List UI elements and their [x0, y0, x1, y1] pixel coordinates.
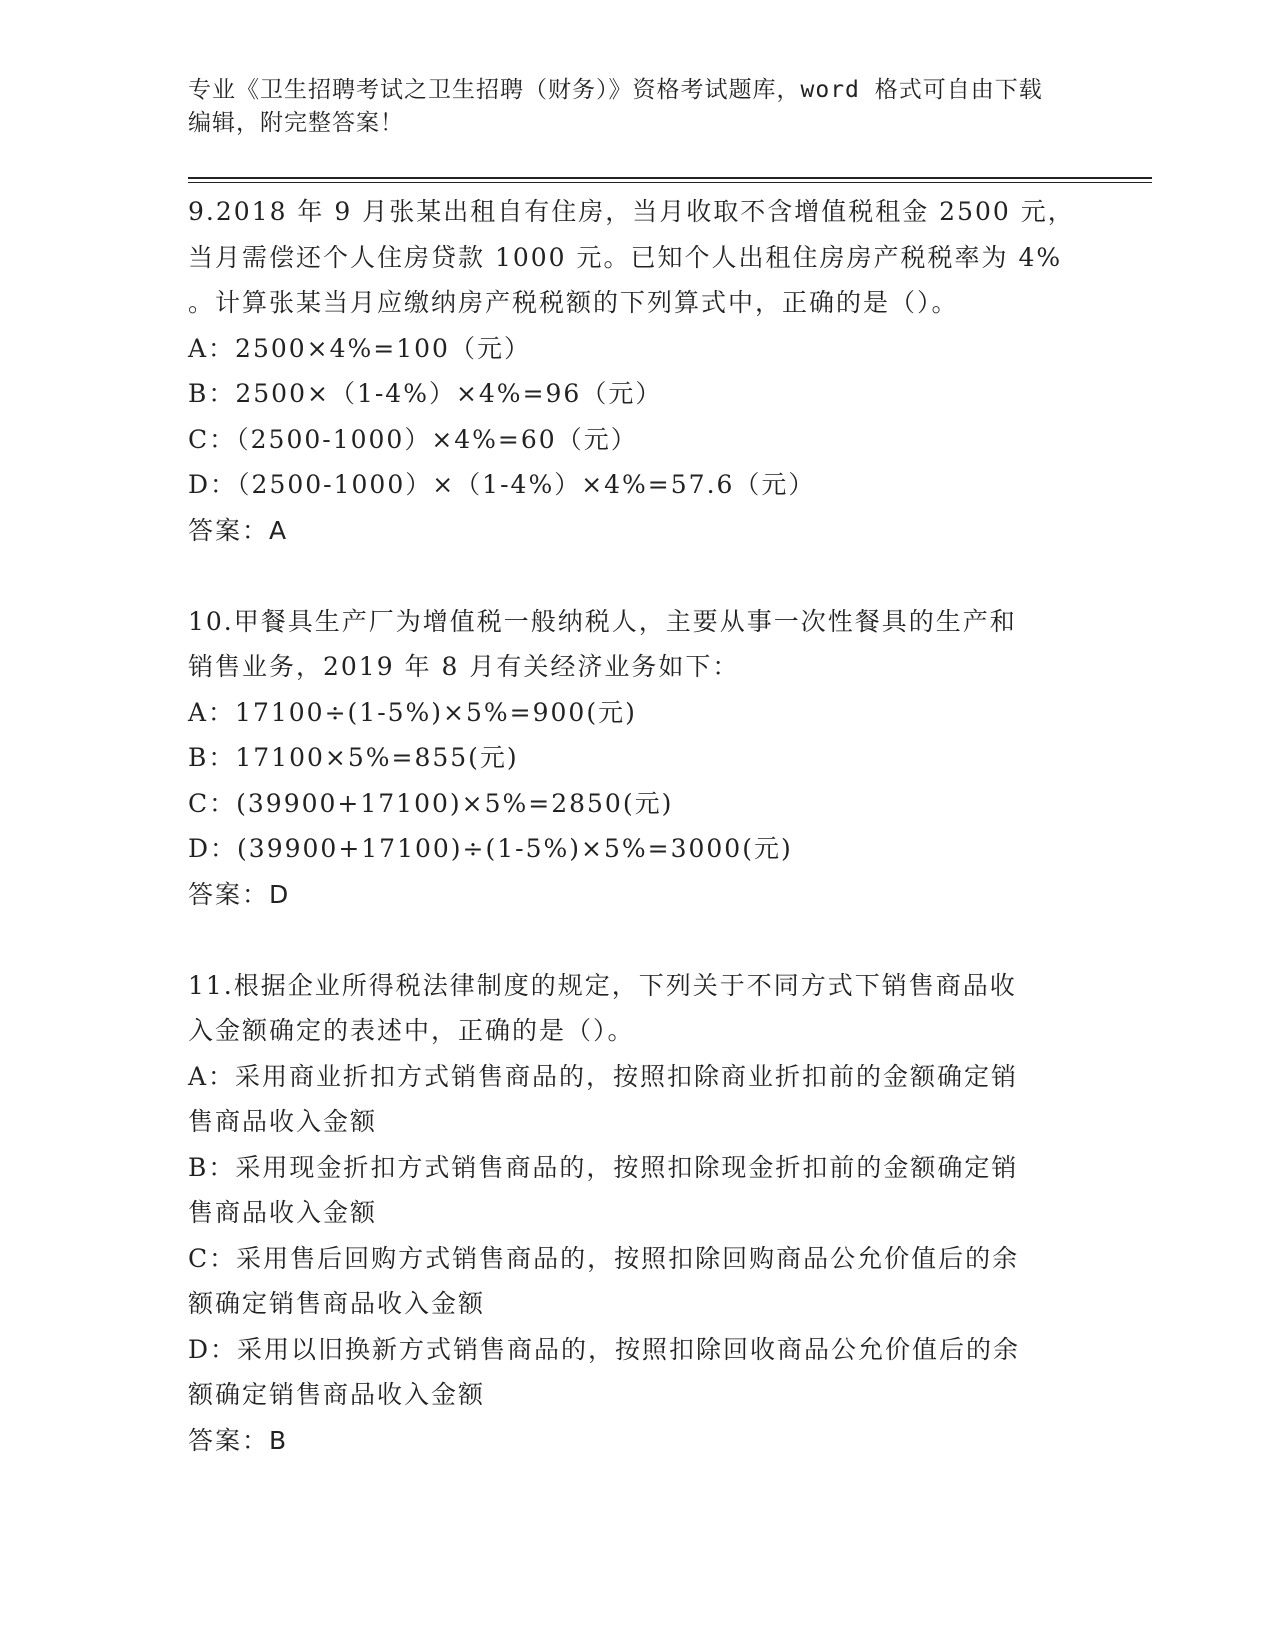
option-a: A：17100÷(1-5%)×5%=900(元): [188, 697, 637, 727]
question-text-line: 。计算张某当月应缴纳房产税税额的下列算式中，正确的是（）。: [188, 288, 959, 317]
document-header: [188, 74, 1088, 140]
option-a: A：采用商业折扣方式销售商品的，按照扣除商业折扣前的金额确定销: [188, 1061, 1019, 1091]
option-c: C：(39900+17100)×5%=2850(元): [188, 788, 674, 818]
header-line-2: 编辑，附完整答案！: [188, 110, 404, 136]
question-text-line: 11.根据企业所得税法律制度的规定，下列关于不同方式下销售商品收: [188, 970, 1017, 1000]
option-d-continued: 额确定销售商品收入金额: [188, 1380, 486, 1409]
question-spacer: [188, 917, 1088, 963]
option-d: D：（2500-1000）×（1-4%）×4%=57.6（元）: [188, 470, 816, 499]
option-c: C：采用售后回购方式销售商品的，按照扣除回购商品公允价值后的余: [188, 1243, 1020, 1273]
question-9: [188, 189, 1088, 553]
header-divider-thin: [188, 182, 1152, 183]
question-text-line: 9.2018 年 9 月张某出租自有住房，当月收取不含增值税租金 2500 元，: [188, 197, 1075, 226]
header-divider-thick: [188, 177, 1152, 179]
option-d: D：(39900+17100)÷(1-5%)×5%=3000(元): [188, 834, 793, 863]
question-spacer: [188, 553, 1088, 599]
option-c-continued: 额确定销售商品收入金额: [188, 1289, 486, 1318]
option-b-continued: 售商品收入金额: [188, 1198, 378, 1227]
option-a-continued: 售商品收入金额: [188, 1107, 378, 1136]
option-b: B：采用现金折扣方式销售商品的，按照扣除现金折扣前的金额确定销: [188, 1152, 1019, 1182]
header-line-1: 专业《卫生招聘考试之卫生招聘（财务）》资格考试题库，word 格式可自由下载: [188, 77, 1043, 103]
question-text-line: 10.甲餐具生产厂为增值税一般纳税人，主要从事一次性餐具的生产和: [188, 606, 1017, 636]
option-c: C：（2500-1000）×4%=60（元）: [188, 424, 638, 454]
question-text-line: 入金额确定的表述中，正确的是（）。: [188, 1016, 635, 1045]
question-list: [188, 189, 1088, 1463]
option-b: B：2500×（1-4%）×4%=96（元）: [188, 379, 663, 408]
answer-label: 答案：D: [188, 879, 291, 909]
option-a: A：2500×4%=100（元）: [188, 333, 531, 363]
question-10: [188, 599, 1088, 918]
option-b: B：17100×5%=855(元): [188, 743, 519, 772]
answer-label: 答案：B: [188, 1425, 289, 1455]
option-d: D：采用以旧换新方式销售商品的，按照扣除回收商品公允价值后的余: [188, 1334, 1021, 1364]
question-11: [188, 963, 1088, 1464]
answer-label: 答案：A: [188, 515, 289, 545]
question-text-line: 销售业务，2019 年 8 月有关经济业务如下：: [188, 652, 740, 681]
question-text-line: 当月需偿还个人住房贷款 1000 元。已知个人出租住房房产税税率为 4%: [188, 242, 1063, 272]
